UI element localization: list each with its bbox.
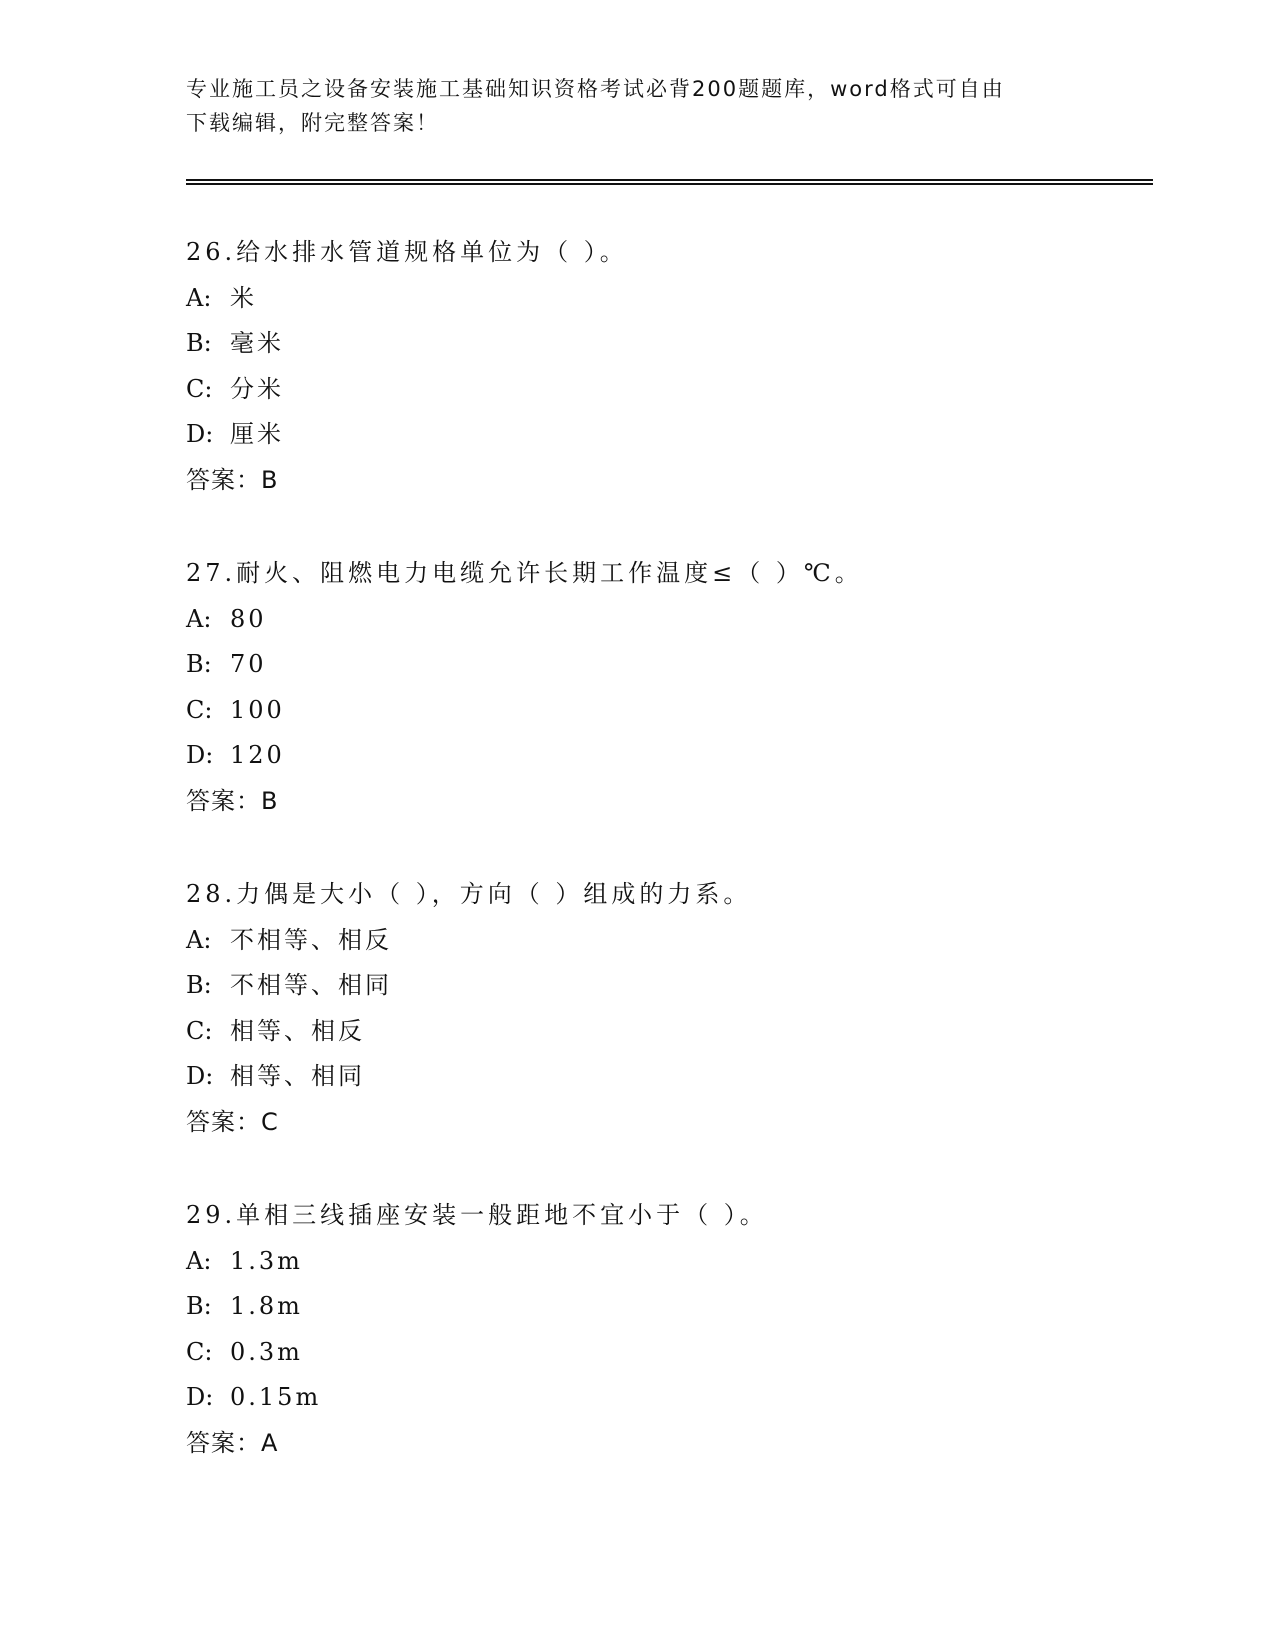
option-c [186, 367, 1146, 413]
answer-label: 答案： [186, 465, 261, 494]
option-text: 0.3m [230, 1337, 303, 1366]
option-letter: B: [186, 650, 212, 678]
option-c [186, 1009, 1146, 1055]
answer-label: 答案： [186, 786, 261, 815]
option-text: 不相等、相反 [230, 925, 392, 954]
option-text: 毫米 [230, 329, 284, 357]
option-letter: C: [186, 695, 213, 724]
option-letter: D: [186, 1062, 214, 1090]
option-c [186, 688, 1146, 734]
question-28 [186, 872, 1146, 1145]
option-letter: D: [186, 741, 214, 769]
option-letter: B: [186, 1292, 212, 1320]
question-29 [186, 1193, 1146, 1466]
answer-line [186, 1421, 1146, 1467]
option-letter: A: [186, 925, 212, 954]
option-b [186, 642, 1146, 688]
question-stem: 29.单相三线插座安装一般距地不宜小于（ ）。 [186, 1201, 768, 1229]
header-rule-bottom [186, 183, 1153, 185]
option-d [186, 733, 1146, 779]
header-line-1: 专业施工员之设备安装施工基础知识资格考试必背200题题库，word格式可自由 [186, 77, 1005, 101]
option-text: 80 [230, 604, 267, 633]
option-b [186, 1284, 1146, 1330]
option-a [186, 918, 1146, 964]
question-stem: 26.给水排水管道规格单位为（ ）。 [186, 238, 628, 266]
option-text: 分米 [230, 374, 284, 403]
question-stem: 28.力偶是大小（ ），方向（ ）组成的力系。 [186, 880, 752, 908]
option-letter: D: [186, 1383, 214, 1411]
option-text: 厘米 [230, 420, 284, 448]
option-c [186, 1330, 1146, 1376]
option-text: 1.3m [230, 1246, 303, 1275]
option-letter: A: [186, 283, 212, 312]
option-letter: A: [186, 604, 212, 633]
answer-line [186, 458, 1146, 504]
option-text: 0.15m [230, 1383, 322, 1411]
option-d [186, 412, 1146, 458]
option-text: 相等、相反 [230, 1016, 365, 1045]
option-text: 相等、相同 [230, 1062, 365, 1090]
option-text: 米 [230, 283, 257, 312]
header-rule-top [186, 179, 1153, 181]
answer-value: A [261, 1428, 279, 1457]
answer-value: B [261, 786, 279, 815]
option-a [186, 597, 1146, 643]
option-a [186, 276, 1146, 322]
question-26 [186, 230, 1146, 503]
document-header [186, 72, 1086, 140]
answer-label: 答案： [186, 1428, 261, 1457]
option-text: 不相等、相同 [230, 971, 392, 999]
answer-line [186, 779, 1146, 825]
answer-value: B [261, 465, 279, 494]
question-list [186, 230, 1146, 1514]
question-stem: 27.耐火、阻燃电力电缆允许长期工作温度≤（ ）℃。 [186, 559, 863, 587]
answer-label: 答案： [186, 1107, 261, 1136]
option-letter: B: [186, 971, 212, 999]
option-d [186, 1054, 1146, 1100]
option-letter: C: [186, 1016, 213, 1045]
answer-line [186, 1100, 1146, 1146]
option-letter: B: [186, 329, 212, 357]
option-letter: C: [186, 1337, 213, 1366]
answer-value: C [261, 1107, 279, 1136]
option-text: 1.8m [230, 1292, 303, 1320]
option-text: 100 [230, 695, 285, 724]
option-a [186, 1239, 1146, 1285]
question-27 [186, 551, 1146, 824]
option-text: 120 [230, 741, 285, 769]
header-line-2: 下载编辑，附完整答案！ [186, 111, 439, 135]
option-letter: C: [186, 374, 213, 403]
option-letter: A: [186, 1246, 212, 1275]
option-d [186, 1375, 1146, 1421]
option-text: 70 [230, 650, 267, 678]
option-letter: D: [186, 420, 214, 448]
option-b [186, 963, 1146, 1009]
option-b [186, 321, 1146, 367]
